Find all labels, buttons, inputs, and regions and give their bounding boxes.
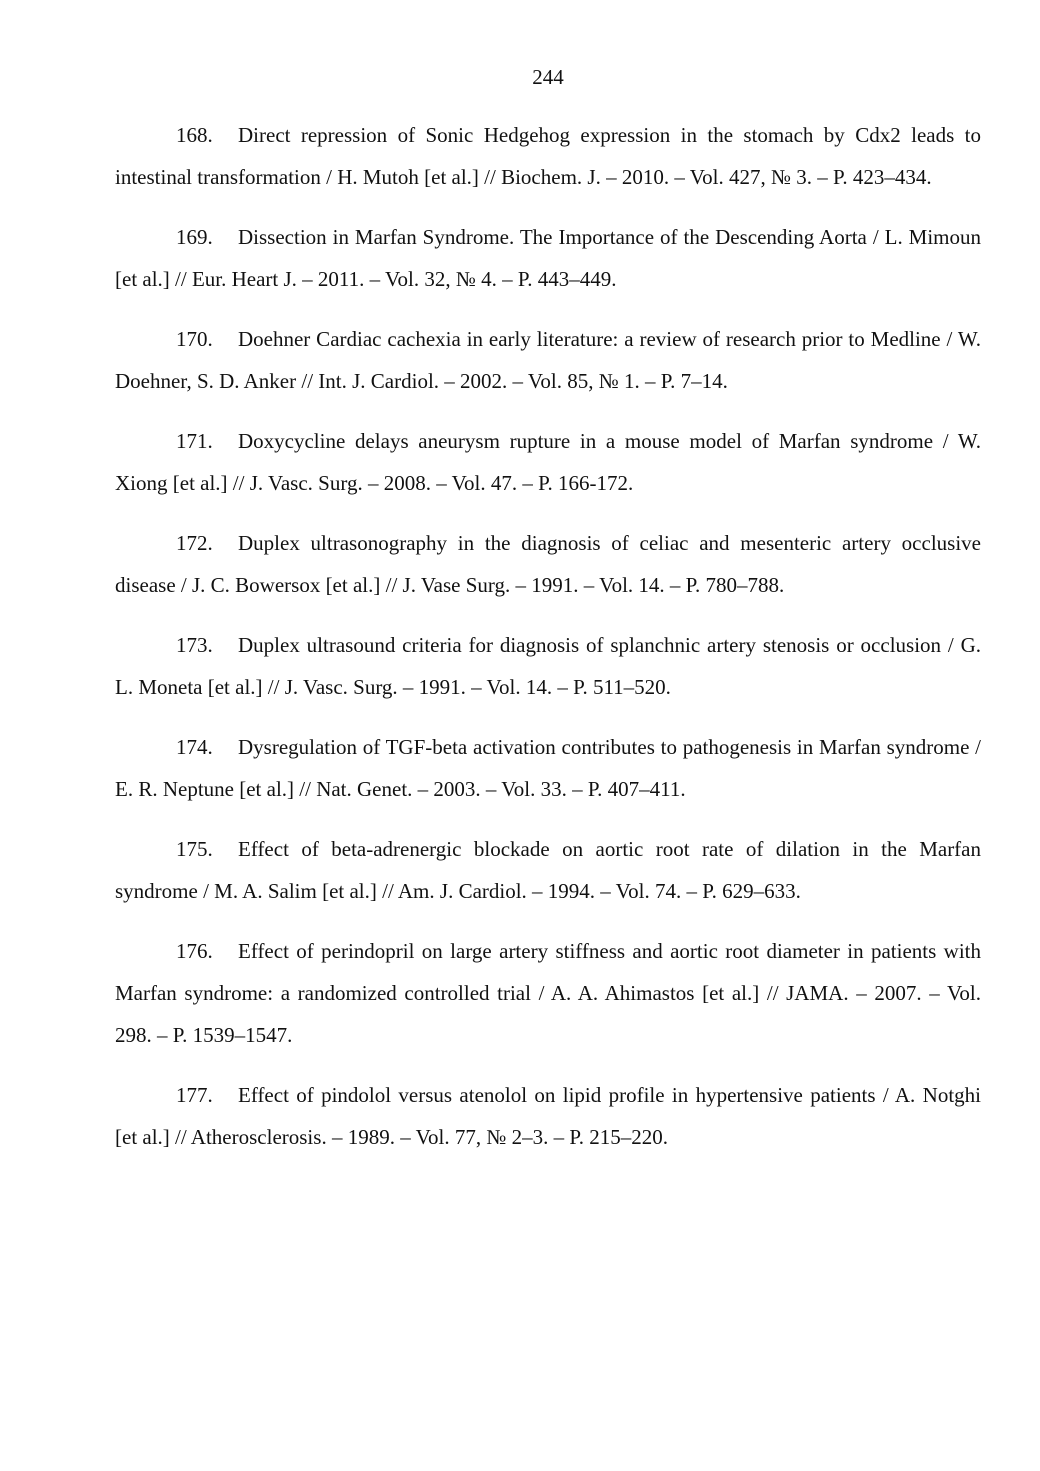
page-number: 244 xyxy=(532,65,564,89)
reference-text: Effect of perindopril on large artery stiffness and aortic root diameter in patients with Marfan syndrome: a randomized controlled trial / A. A. Ahimastos [et al.] // JAMA. – 2007. – Vol. 298. – P. 1539–1547. xyxy=(115,939,981,1047)
reference-text: Duplex ultrasonography in the diagnosis of celiac and mesenteric artery occlusive disease / J. C. Bowersox [et al.] // J. Vase Surg. – 1991. – Vol. 14. – P. 780–788. xyxy=(115,531,981,597)
reference-text: Direct repression of Sonic Hedgehog expression in the stomach by Cdx2 leads to intestinal transformation / H. Mutoh [et al.] // Biochem. J. – 2010. – Vol. 427, № 3. – P. 423–434. xyxy=(115,123,981,189)
reference-number: 170. xyxy=(176,327,213,351)
reference-number: 171. xyxy=(176,429,213,453)
reference-number: 172. xyxy=(176,531,213,555)
reference-text: Doehner Cardiac cachexia in early literature: a review of research prior to Medline / W. Doehner, S. D. Anker // Int. J. Cardiol. – 2002. – Vol. 85, № 1. – P. 7–14. xyxy=(115,327,981,393)
reference-item xyxy=(115,726,981,810)
reference-item xyxy=(115,522,981,606)
reference-item xyxy=(115,828,981,912)
reference-text: Duplex ultrasound criteria for diagnosis of splanchnic artery stenosis or occlusion / G. L. Moneta [et al.] // J. Vasc. Surg. – 1991. – Vol. 14. – P. 511–520. xyxy=(115,633,981,699)
reference-item xyxy=(115,216,981,300)
reference-list xyxy=(115,114,981,1176)
reference-number: 168. xyxy=(176,123,213,147)
reference-number: 169. xyxy=(176,225,213,249)
reference-number: 173. xyxy=(176,633,213,657)
reference-text: Dysregulation of TGF-beta activation contributes to pathogenesis in Marfan syndrome / E. R. Neptune [et al.] // Nat. Genet. – 2003. – Vol. 33. – P. 407–411. xyxy=(115,735,981,801)
reference-item xyxy=(115,420,981,504)
reference-item xyxy=(115,114,981,198)
reference-number: 174. xyxy=(176,735,213,759)
reference-item xyxy=(115,318,981,402)
reference-text: Dissection in Marfan Syndrome. The Importance of the Descending Aorta / L. Mimoun [et al.] // Eur. Heart J. – 2011. – Vol. 32, № 4. – P. 443–449. xyxy=(115,225,981,291)
reference-item xyxy=(115,1074,981,1158)
reference-item xyxy=(115,930,981,1056)
reference-text: Effect of beta-adrenergic blockade on aortic root rate of dilation in the Marfan syndrome / M. A. Salim [et al.] // Am. J. Cardiol. – 1994. – Vol. 74. – P. 629–633. xyxy=(115,837,981,903)
reference-number: 175. xyxy=(176,837,213,861)
reference-text: Doxycycline delays aneurysm rupture in a mouse model of Marfan syndrome / W. Xiong [et al.] // J. Vasc. Surg. – 2008. – Vol. 47. – P. 166-172. xyxy=(115,429,981,495)
reference-item xyxy=(115,624,981,708)
reference-number: 177. xyxy=(176,1083,213,1107)
reference-text: Effect of pindolol versus atenolol on lipid profile in hypertensive patients / A. Notghi [et al.] // Atherosclerosis. – 1989. – Vol. 77, № 2–3. – P. 215–220. xyxy=(115,1083,981,1149)
reference-number: 176. xyxy=(176,939,213,963)
